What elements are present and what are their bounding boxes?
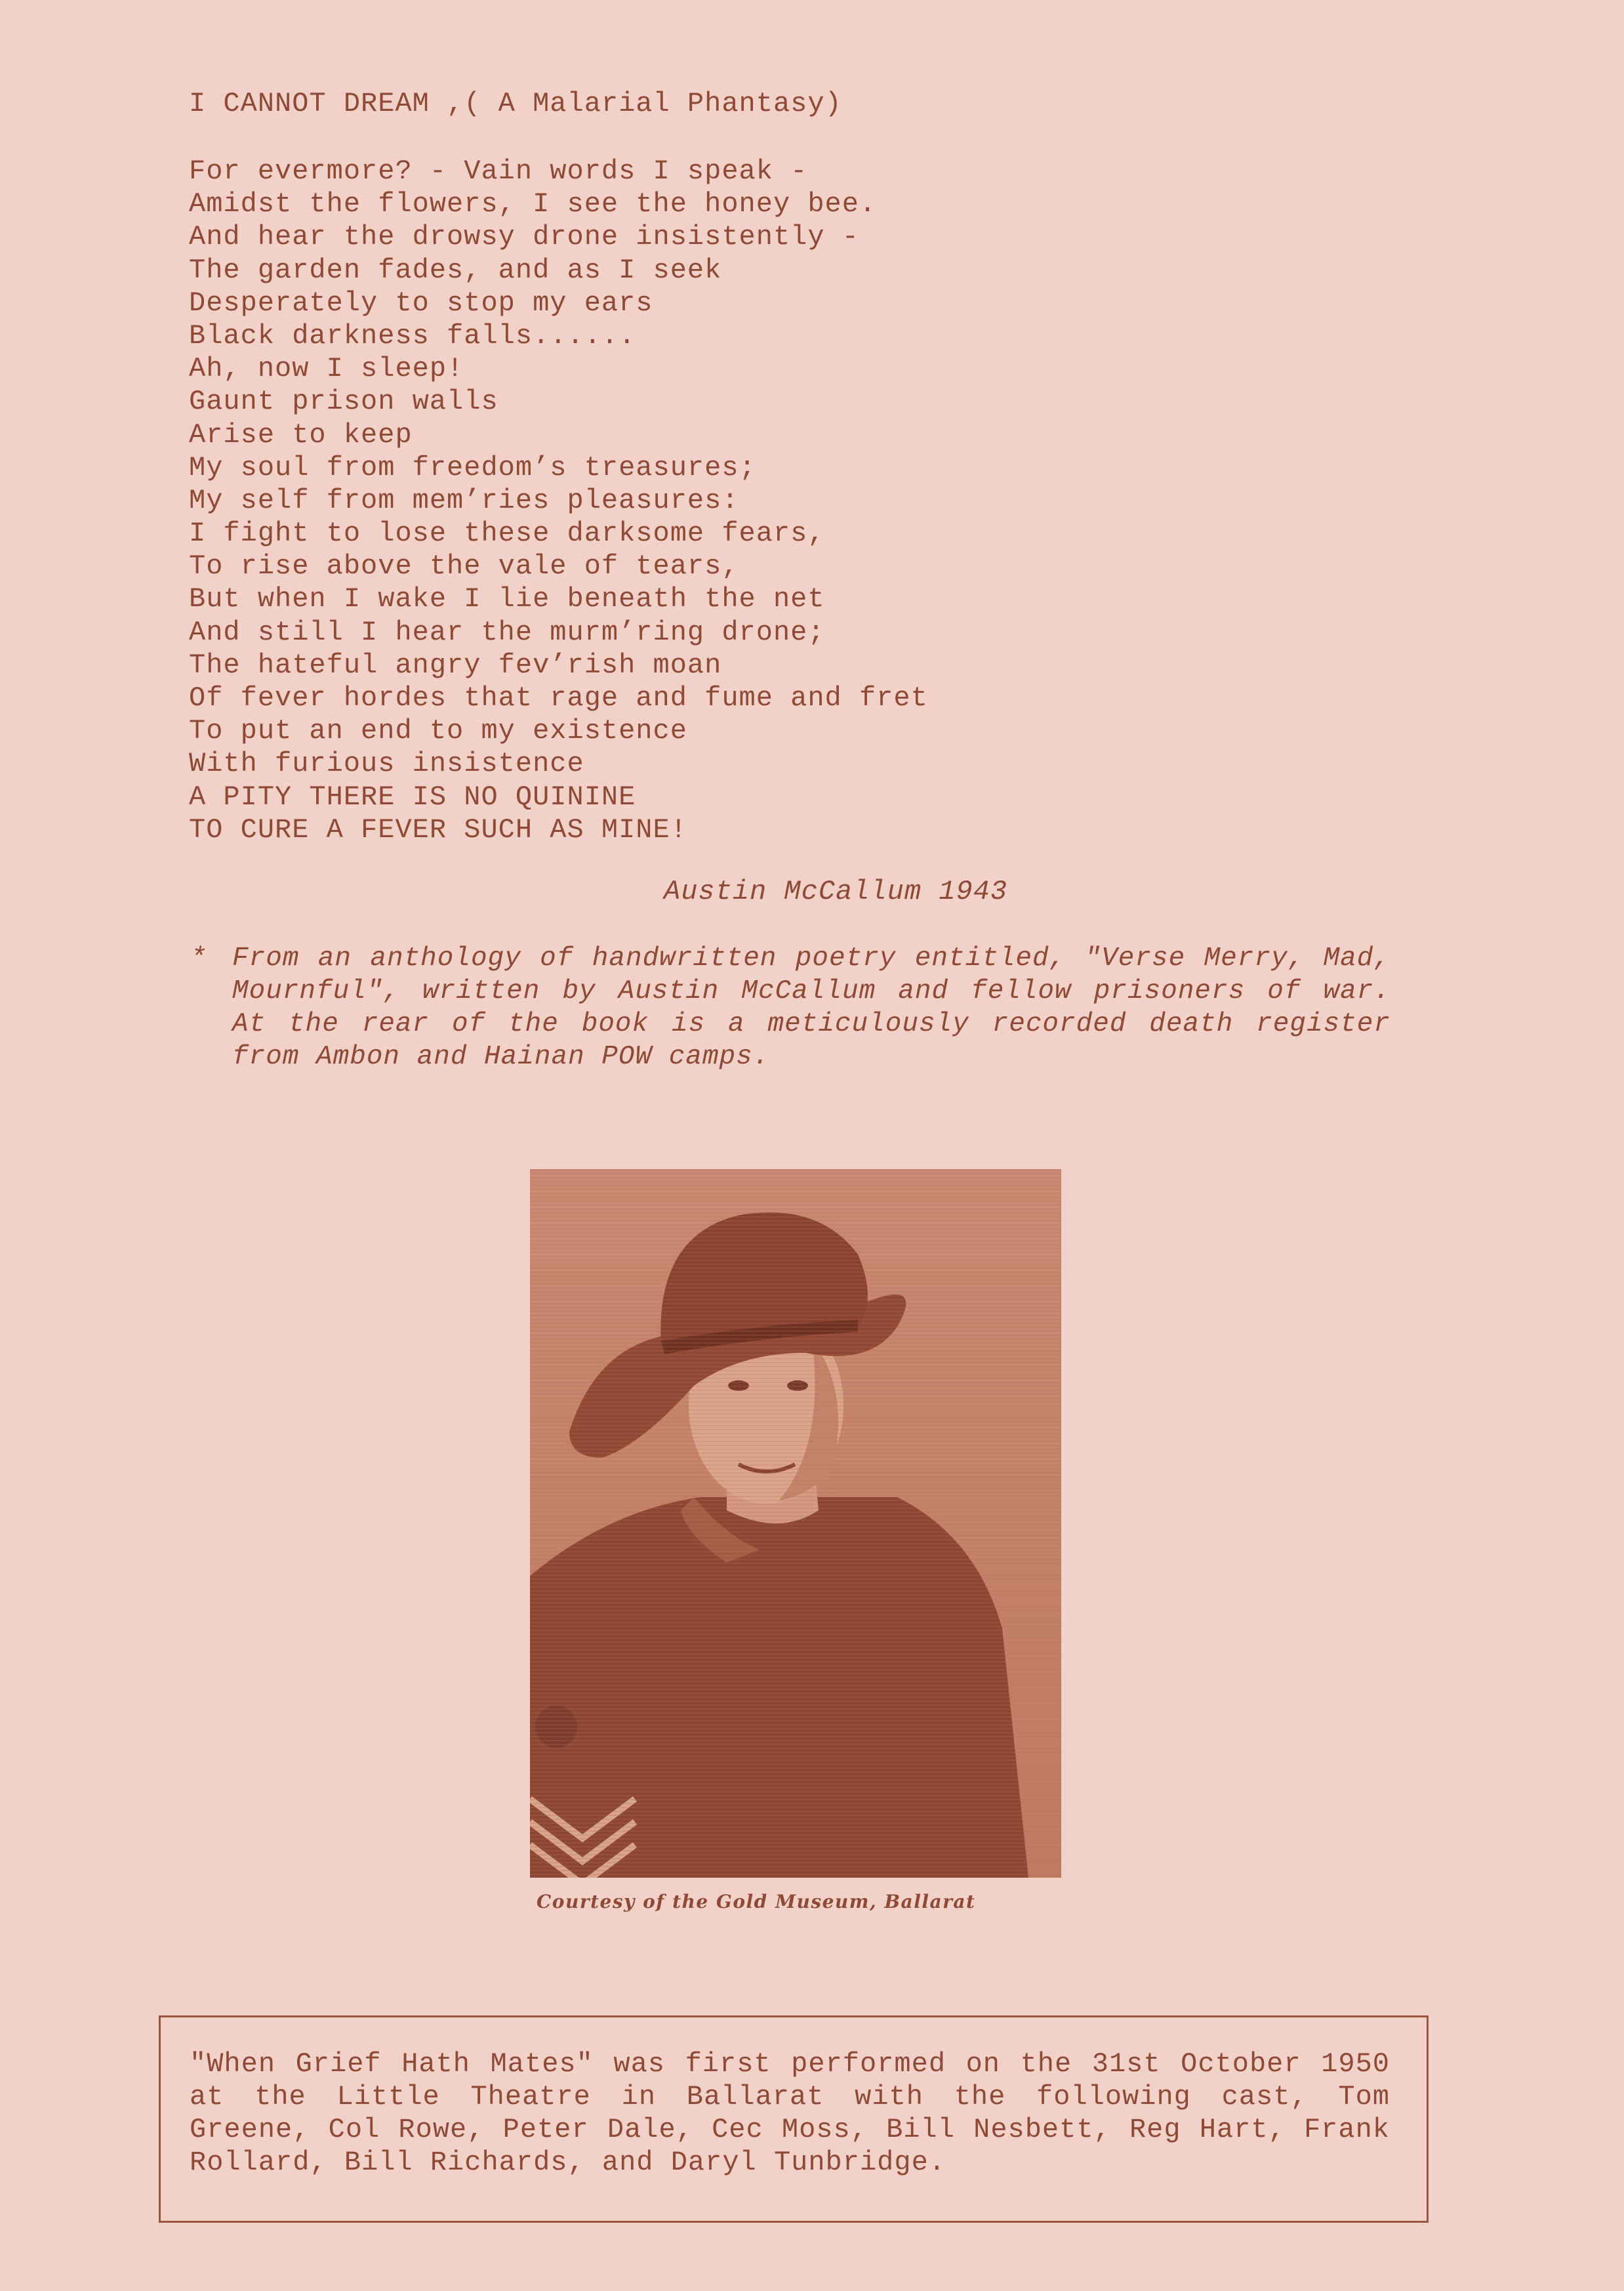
poem-line: Arise to keep <box>189 419 413 451</box>
poem-line: To rise above the vale of tears, <box>189 550 739 583</box>
poem-line: To put an end to my existence <box>189 715 687 747</box>
poem-title: I CANNOT DREAM ,( A Malarial Phantasy) <box>189 88 842 119</box>
poem-line: But when I wake I lie beneath the net <box>189 583 825 615</box>
poem-line: A PITY THERE IS NO QUININE <box>189 781 636 813</box>
poem-line: TO CURE A FEVER SUCH AS MINE! <box>189 814 687 846</box>
poem-line: The garden fades, and as I seek <box>189 254 722 286</box>
footnote <box>190 942 1391 1073</box>
cast-note-text: "When Grief Hath Mates" was first performed on the 31st October 1950 at the Little Theatre in Ballarat with the following cast, Tom Greene, Col Rowe, Peter Dale, Cec Moss, Bill Nesbett, Reg Hart, Frank Rollard, Bill Richards, and Daryl Tunbridge. <box>190 2048 1390 2178</box>
cast-note-box <box>159 2015 1429 2223</box>
photo-caption: Courtesy of the Gold Museum, Ballarat <box>537 1891 976 1912</box>
poem-line: Desperately to stop my ears <box>189 287 653 319</box>
poem-line: Gaunt prison walls <box>189 386 498 418</box>
poem-line: I fight to lose these darksome fears, <box>189 518 825 550</box>
poem-line: Of fever hordes that rage and fume and fret <box>189 682 928 714</box>
poem-line: Ah, now I sleep! <box>189 353 464 385</box>
poem-line: For evermore? - Vain words I speak - <box>189 155 808 187</box>
portrait-illustration <box>530 1169 1061 1878</box>
poem-line: My soul from freedom’s treasures; <box>189 451 756 484</box>
poem-line: Black darkness falls...... <box>189 320 636 352</box>
footnote-text: From an anthology of handwritten poetry entitled, "Verse Merry, Mad, Mournful", written by Austin McCallum and fellow prisoners of war. At the rear of the book is a meticulously recorded death register from Ambon and Hainan POW camps. <box>232 943 1391 1072</box>
poem-line: My self from mem’ries pleasures: <box>189 484 739 516</box>
poem-line: And hear the drowsy drone insistently - <box>189 221 859 253</box>
soldier-portrait-photo <box>530 1169 1061 1878</box>
poem-signature: Austin McCallum 1943 <box>664 876 1008 907</box>
footnote-marker: * <box>190 943 207 974</box>
poem-line: The hateful angry fev’rish moan <box>189 649 722 681</box>
poem-line: And still I hear the murm’ring drone; <box>189 616 825 648</box>
poem-body <box>189 155 928 846</box>
poem-line: Amidst the flowers, I see the honey bee. <box>189 188 877 220</box>
poem-line: With furious insistence <box>189 748 584 780</box>
